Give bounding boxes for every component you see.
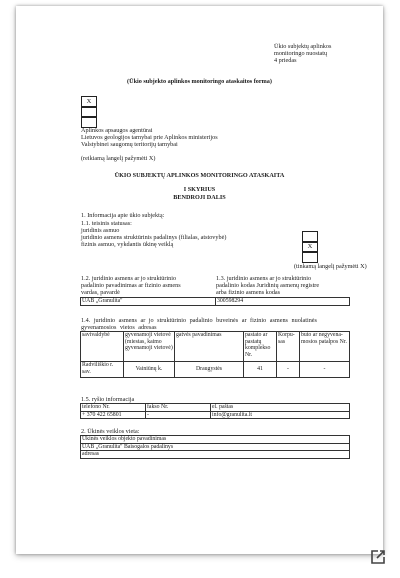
info-heading: 1. Informacija apie ūkio subjektą: [81, 212, 165, 219]
status-option-1: juridinis asmuo [81, 227, 120, 234]
form-title: (Ūkio subjekto aplinkos monitoringo ataskaitos forma) [127, 78, 272, 85]
address-heading: 1.4. juridinio asmens ar jo struktūrinio padalinio buveinės ar fizinio asmens nuolatinės gyvenamosios vietos adresas [81, 317, 317, 332]
activity-row-3: adresas [81, 451, 350, 459]
col-building: pastato ar pastatų komplekso Nr. [244, 332, 277, 362]
mark-note: (reikiamą langelį pažymėti X) [81, 155, 156, 162]
activity-row-2: UAB „Granulita" Baisogalos padalinys [81, 443, 350, 451]
annex-line-1: Ūkio subjektų aplinkos [274, 43, 332, 50]
address-table [80, 331, 350, 378]
company-name: UAB „Granulita" [81, 298, 216, 306]
checkbox-agency-1: X [81, 96, 97, 108]
mark-note-2: (tinkamą langelį pažymėti X) [294, 263, 367, 270]
cell-locality: Vainiūnų k. [124, 362, 175, 378]
activity-row-1: Ūkinės veiklos objekto pavadinimas [81, 436, 350, 444]
activity-table [80, 435, 350, 459]
field-1-2-line-2: padalinio pavadinimas ar fizinio asmens [81, 282, 181, 289]
col-apartment: buto ar negyvena-mosios patalpos Nr. [300, 332, 350, 362]
field-1-3-line-2: padalinio kodas Juridinių asmenų registre [216, 282, 320, 289]
phone-value: + 370 422 65801 [81, 411, 146, 419]
cell-building: 41 [244, 362, 277, 378]
col-street: gatvės pavadinimas [175, 332, 244, 362]
status-option-3: fizinis asmuo, vykdantis ūkinę veiklą [81, 241, 174, 248]
recipient-2: Lietuvos geologijos tarnybai prie Aplinkos ministerijos [81, 134, 218, 141]
document-page [16, 6, 383, 554]
col-phone: telefono Nr. [81, 404, 146, 412]
fax-value: - [146, 411, 211, 419]
status-check-2: X [302, 241, 318, 253]
recipient-3: Valstybinei saugomų teritorijų tarnybai [81, 141, 178, 148]
col-municipality: savivaldybė [81, 332, 124, 362]
status-option-2: juridinio asmens struktūrinis padalinys (filialas, atstovybė) [81, 234, 227, 241]
email-value: info@granulita.lt [211, 411, 350, 419]
cell-street: Draugystės [175, 362, 244, 378]
cell-municipality: Radviliškio r. sav. [81, 362, 124, 378]
report-title: ŪKIO SUBJEKTŲ APLINKOS MONITORINGO ATASKAITA [114, 172, 285, 179]
status-check-3 [302, 251, 318, 263]
recipient-1: Aplinkos apsaugos agentūrai [81, 127, 153, 134]
cell-apartment: - [300, 362, 350, 378]
section-number: I SKYRIUS [183, 186, 216, 193]
contact-table [80, 403, 350, 419]
legal-status-heading: 1.1. teisinis statusas: [81, 220, 132, 227]
field-1-3-line-3: arba fizinio asmens kodas [216, 289, 281, 296]
col-locality: gyvenamoji vietovė (miestas, kaimo gyvenamoji vietovė) [124, 332, 175, 362]
cell-korpusas: - [277, 362, 300, 378]
annex-line-3: 4 priedas [274, 57, 297, 64]
annex-line-2: monitoringo nuostatų [274, 50, 328, 57]
open-external-icon[interactable] [369, 548, 387, 566]
name-code-table [80, 297, 350, 306]
field-1-3-line-1: 1.3. juridinio asmens ar jo struktūrinio [216, 275, 312, 282]
field-1-2-line-1: 1.2. juridinio asmens ar jo struktūrinio [81, 275, 177, 282]
activity-heading: 2. Ūkinės veiklos vieta: [81, 428, 140, 435]
col-fax: fakso Nr. [146, 404, 211, 412]
field-1-2-line-3: vardas, pavardė [81, 289, 120, 296]
contact-heading: 1.5. ryšio informacija [81, 396, 135, 403]
company-code: 300598294 [216, 298, 350, 306]
section-name: BENDROJI DALIS [173, 194, 226, 201]
col-email: el. paštas [211, 404, 350, 412]
col-korpusas: Korpu-sas [277, 332, 300, 362]
